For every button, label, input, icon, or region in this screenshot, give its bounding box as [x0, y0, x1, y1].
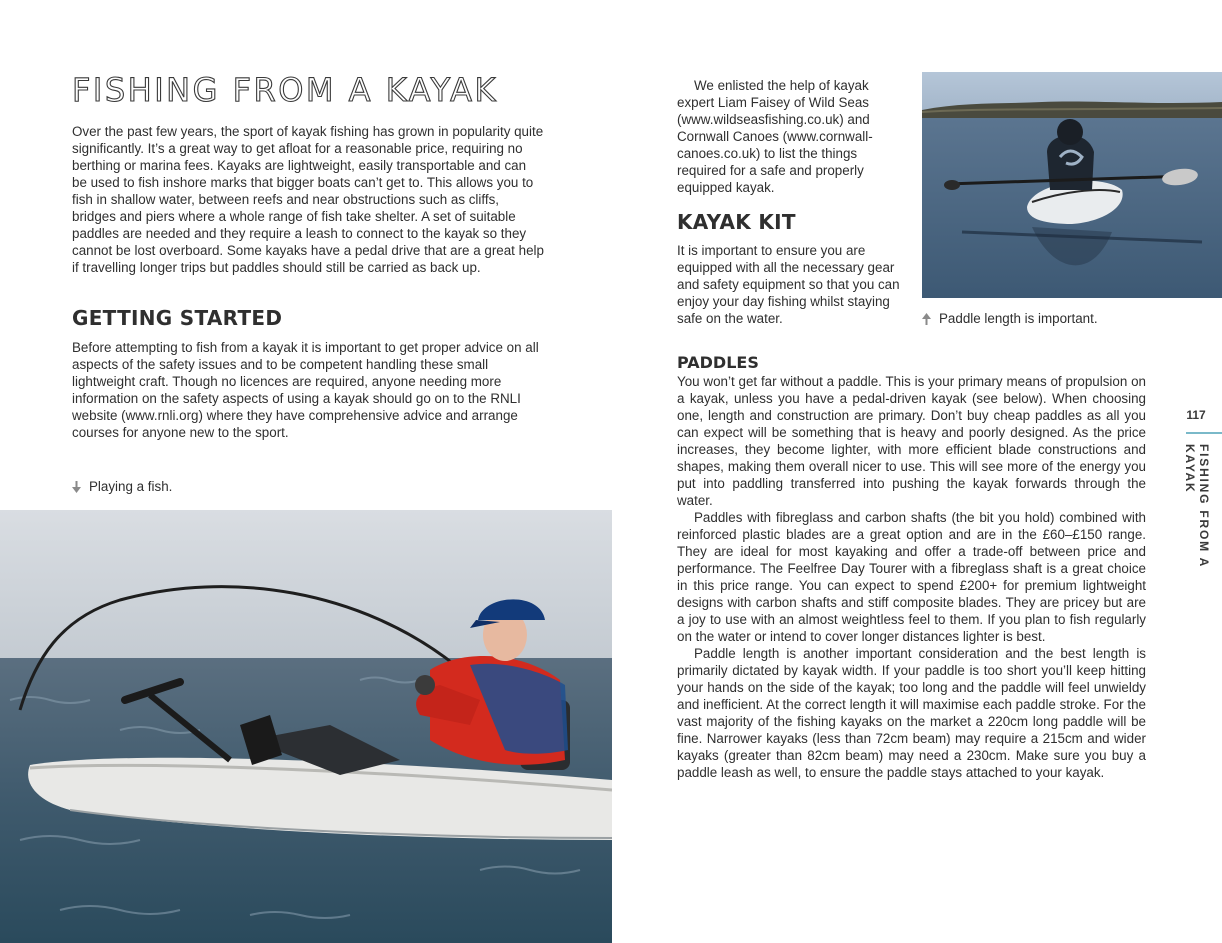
expert-note-paragraph: We enlisted the help of kayak expert Liam Faisey of Wild Seas (www.wildseasfishing.co.uk) and Cornwall Canoes (www.cornwall-canoes.co.uk) to list the things required for a safe and properly equipped kayak. [677, 78, 873, 195]
photo-fish-caption [72, 478, 372, 495]
running-head-rule [1186, 432, 1222, 434]
photo-fish-caption-text: Playing a fish. [89, 479, 173, 494]
paddles-paragraph: Paddle length is another important consideration and the best length is primarily dictated by kayak width. If your paddle is too short you’ll keep hitting your hands on the side of the kayak; too long and the paddle will feel unwieldy and inefficient. At the correct length it will maximise each paddle stroke. For the vast majority of the fishing kayaks on the market a 220cm long paddle will be fine. Narrower kayaks (less than 72cm beam) may require a 215cm and wider kayaks (greater than 82cm beam) may need a 230cm. Make sure you buy a paddle leash as well, to ensure the paddle stays attached to your kayak. [677, 646, 1146, 780]
paddles-heading: PADDLES [677, 353, 759, 372]
kayak-kit-heading: KAYAK KIT [677, 210, 796, 234]
photo-paddle-caption-text: Paddle length is important. [939, 311, 1098, 326]
photo-paddle [922, 72, 1222, 298]
photo-paddle-caption [922, 310, 1222, 327]
paddles-body [677, 373, 1146, 781]
paddles-paragraph: You won’t get far without a paddle. This is your primary means of propulsion on a kayak, unless you have a pedal-driven kayak (see below). When choosing one, length and construction are primary. Don’t buy cheap paddles as all you can expect will be something that is heavy and poorly designed. As the price increases, they become lighter, with more efficient blade constructions and shapes, making them overall nicer to use. This will see more of the energy you put into paddling transferred into pushing the kayak forwards through the water. [677, 374, 1146, 508]
page-title: FISHING FROM A KAYAK [72, 71, 498, 109]
photo-playing-fish-illustration [0, 510, 612, 943]
up-arrow-icon [922, 313, 931, 325]
intro-paragraph: Over the past few years, the sport of kayak fishing has grown in popularity quite significantly. It’s a great way to get afloat for a reasonable price, requiring no berthing or marina fees. Kayaks are lightweight, easily transportable and can be used to fish inshore marks that bigger boats can’t get to. This allows you to fish in shallow water, between reefs and near obstructions such as cliffs, bridges and piers where a whole range of fish take shelter. A set of suitable paddles are needed and they require a leash to connect to the kayak so they cannot be lost overboard. Some kayaks have a pedal drive that are a great help if travelling longer trips but paddles should still be carried as back up. [72, 124, 544, 275]
down-arrow-icon [72, 481, 81, 493]
getting-started-paragraph: Before attempting to fish from a kayak it is important to get proper advice on all aspects of the safety issues and to be competent handling these small lightweight craft. Though no licences are required, anyone needing more information on the safety aspects of using a kayak should go on to the RNLI website (www.rnli.org) where they have comprehensive advice and arrange courses for anyone new to the sport. [72, 340, 539, 440]
running-head: FISHING FROM A KAYAK [1183, 444, 1211, 568]
photo-playing-fish [0, 510, 612, 943]
kayak-kit-paragraph: It is important to ensure you are equipped with all the necessary gear and safety equipment so that you can enjoy your day fishing whilst staying safe on the water. [677, 243, 900, 326]
photo-paddle-illustration [922, 72, 1222, 298]
page-number: 117 [1186, 408, 1206, 422]
getting-started-heading: GETTING STARTED [72, 306, 283, 330]
paddles-paragraph: Paddles with fibreglass and carbon shafts (the bit you hold) combined with reinforced plastic blades are a great option and are in the £60–£150 range. They are ideal for most kayaking and offer a trade-off between price and performance. The Feelfree Day Tourer with a fibreglass shaft is a great choice in this price range. You can expect to spend £200+ for premium lightweight designs with carbon shafts and stiff composite blades. They are pricey but are a joy to use with an almost weightless feel to them. If you plan to fish regularly on the water or intend to cover longer distances lighter is best. [677, 510, 1146, 644]
